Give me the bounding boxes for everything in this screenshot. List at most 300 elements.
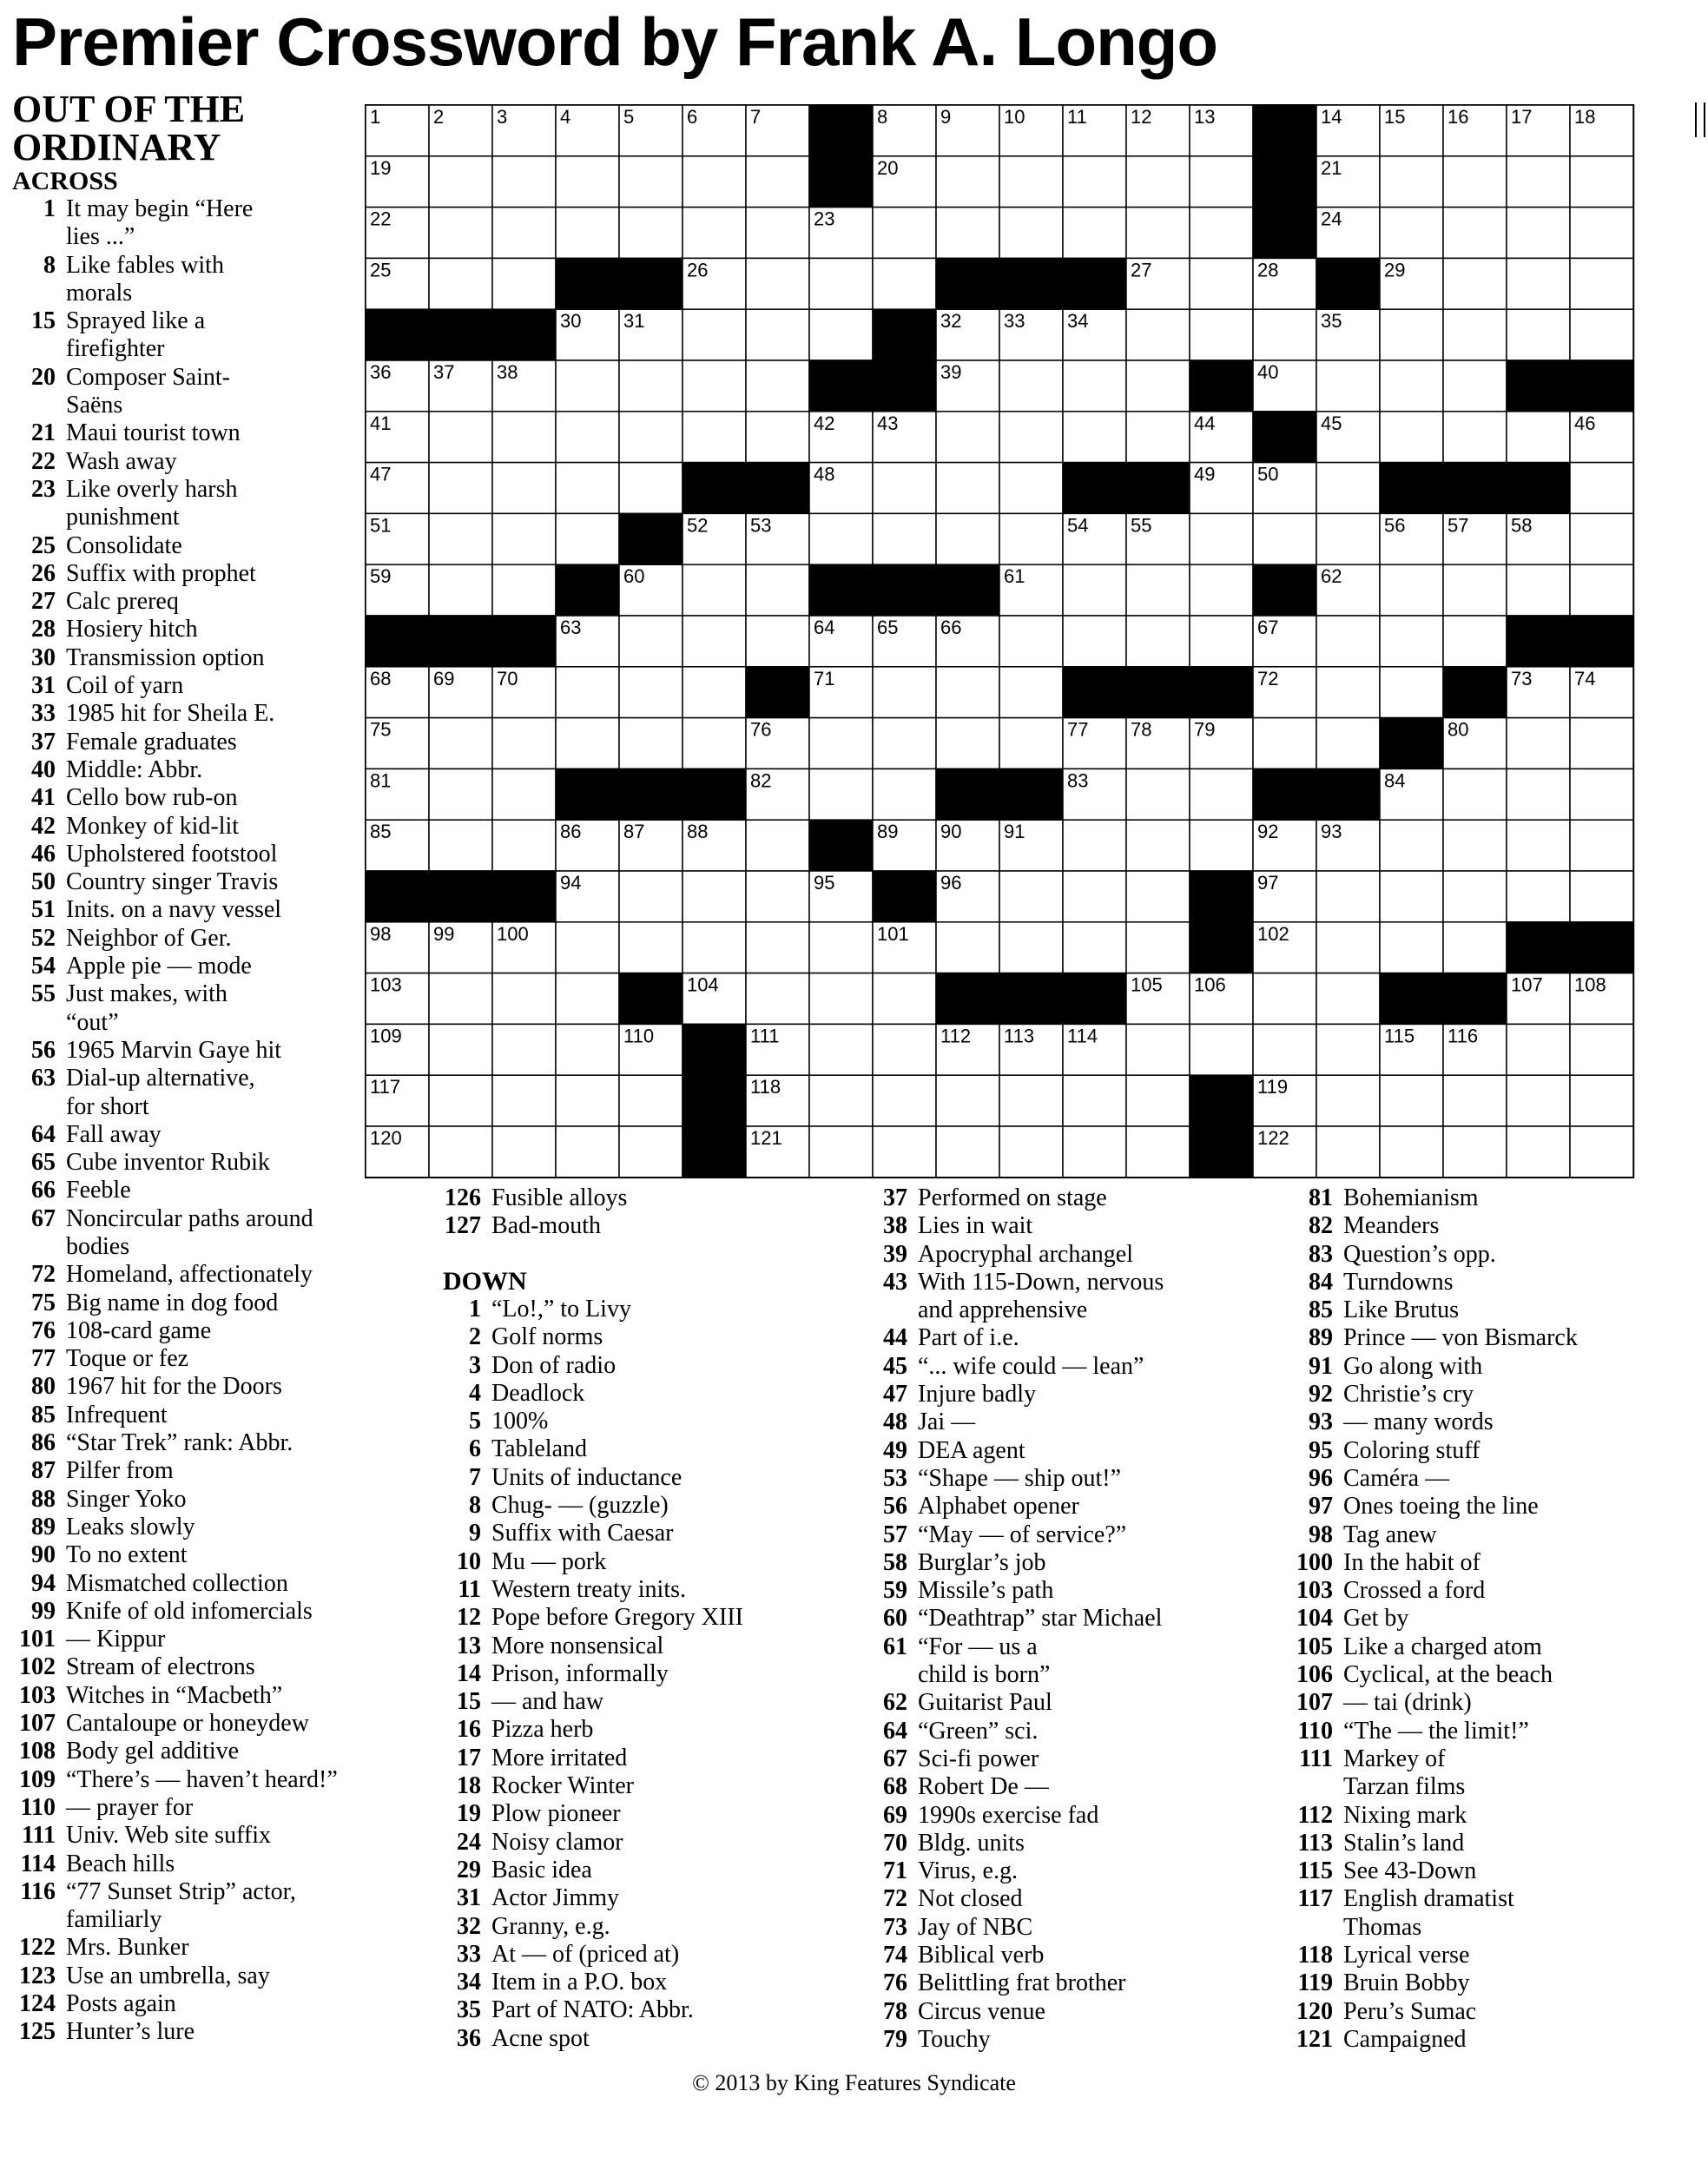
down-clue-number: 9: [469, 1520, 481, 1547]
grid-cell[interactable]: [619, 616, 683, 667]
grid-cell[interactable]: [1380, 564, 1443, 616]
grid-cell[interactable]: [1316, 973, 1380, 1025]
grid-cell[interactable]: [492, 769, 556, 820]
across-clue-text: familiarly: [66, 1906, 162, 1934]
grid-cell[interactable]: [1570, 769, 1633, 820]
grid-cell[interactable]: [999, 1126, 1063, 1178]
grid-cell[interactable]: [999, 718, 1063, 769]
grid-cell[interactable]: [683, 718, 746, 769]
grid-cell[interactable]: [1190, 309, 1253, 360]
across-clue: [12, 1682, 429, 1710]
grid-cell[interactable]: [1507, 156, 1570, 208]
across-clue: [12, 1766, 429, 1794]
grid-cell[interactable]: [936, 718, 999, 769]
grid-cell-number: 88: [687, 821, 709, 843]
grid-cell[interactable]: [809, 513, 873, 564]
grid-cell[interactable]: [1126, 309, 1190, 360]
grid-cell[interactable]: [1253, 513, 1316, 564]
down-clue: [1289, 2026, 1706, 2054]
grid-cell[interactable]: [429, 156, 492, 208]
grid-cell[interactable]: [429, 1024, 492, 1075]
grid-cell[interactable]: [1443, 412, 1507, 463]
grid-cell[interactable]: [999, 1075, 1063, 1126]
grid-block: [556, 564, 619, 616]
down-clue-number: 3: [469, 1351, 481, 1379]
grid-cell-number: 13: [1194, 106, 1216, 128]
grid-cell[interactable]: [746, 973, 809, 1025]
grid-cell[interactable]: [1190, 769, 1253, 820]
grid-cell[interactable]: [1126, 820, 1190, 871]
grid-cell[interactable]: [1253, 973, 1316, 1025]
down-clue: [864, 2026, 1281, 2054]
down-clue-text: DEA agent: [918, 1436, 1025, 1464]
grid-cell[interactable]: [1316, 667, 1380, 718]
grid-cell-number: 27: [1131, 259, 1152, 281]
grid-cell[interactable]: [1380, 156, 1443, 208]
grid-cell[interactable]: [619, 463, 683, 514]
grid-cell[interactable]: [1063, 156, 1126, 208]
grid-cell-number: 23: [814, 208, 835, 230]
grid-cell-number: 105: [1131, 973, 1163, 996]
grid-cell[interactable]: [1380, 667, 1443, 718]
grid-cell[interactable]: [1380, 360, 1443, 412]
grid-cell[interactable]: [746, 258, 809, 309]
grid-cell[interactable]: [1570, 309, 1633, 360]
grid-cell[interactable]: [556, 463, 619, 514]
grid-cell[interactable]: [556, 922, 619, 973]
grid-cell[interactable]: [873, 258, 936, 309]
grid-cell-number: 2: [433, 106, 445, 128]
grid-cell[interactable]: [1507, 1024, 1570, 1075]
grid-cell[interactable]: [1570, 820, 1633, 871]
down-clue: [438, 1745, 854, 1772]
across-clue: [12, 756, 429, 784]
down-clue: [864, 1353, 1281, 1381]
grid-cell[interactable]: [429, 412, 492, 463]
grid-cell[interactable]: [429, 513, 492, 564]
down-clue-number: 72: [883, 1885, 907, 1913]
grid-cell[interactable]: [683, 412, 746, 463]
grid-cell[interactable]: [936, 1126, 999, 1178]
grid-cell[interactable]: [556, 513, 619, 564]
grid-cell[interactable]: [1126, 156, 1190, 208]
grid-cell[interactable]: [1507, 564, 1570, 616]
grid-cell[interactable]: [492, 1024, 556, 1075]
across-clue: [12, 1738, 429, 1765]
grid-cell[interactable]: [1443, 258, 1507, 309]
down-clue: [1289, 1521, 1706, 1549]
grid-cell[interactable]: [1443, 871, 1507, 922]
grid-cell[interactable]: [1190, 1024, 1253, 1075]
grid-cell[interactable]: [1190, 564, 1253, 616]
grid-cell[interactable]: [1126, 616, 1190, 667]
grid-cell[interactable]: [1190, 513, 1253, 564]
down-clue-number: 49: [883, 1436, 907, 1464]
down-clue-text: Chug- — (guzzle): [491, 1492, 669, 1520]
grid-cell[interactable]: [429, 564, 492, 616]
down-clue-text: Bohemianism: [1343, 1184, 1479, 1211]
grid-cell[interactable]: [999, 360, 1063, 412]
grid-cell[interactable]: [619, 1075, 683, 1126]
grid-cell[interactable]: [1443, 922, 1507, 973]
grid-cell[interactable]: [492, 156, 556, 208]
down-clue-text: Suffix with Caesar: [491, 1520, 674, 1547]
grid-cell[interactable]: [809, 258, 873, 309]
grid-cell[interactable]: [429, 208, 492, 259]
across-clue-text: Hosiery hitch: [66, 616, 198, 643]
grid-cell[interactable]: [683, 922, 746, 973]
grid-cell[interactable]: [556, 412, 619, 463]
grid-cell[interactable]: [1190, 208, 1253, 259]
grid-cell[interactable]: [1126, 208, 1190, 259]
crossword-grid[interactable]: [365, 104, 1698, 1181]
grid-cell[interactable]: [683, 208, 746, 259]
down-clue: [438, 1996, 854, 2024]
grid-cell[interactable]: [1443, 208, 1507, 259]
grid-cell[interactable]: [556, 1126, 619, 1178]
grid-cell[interactable]: [936, 1075, 999, 1126]
grid-cell[interactable]: [1570, 871, 1633, 922]
grid-cell[interactable]: [1570, 208, 1633, 259]
down-clue-number: 48: [883, 1408, 907, 1436]
grid-cell[interactable]: [746, 564, 809, 616]
grid-cell[interactable]: [1507, 871, 1570, 922]
grid-cell[interactable]: [746, 412, 809, 463]
grid-cell[interactable]: [1570, 564, 1633, 616]
down-clue-number: 33: [457, 1940, 481, 1968]
grid-cell[interactable]: [1380, 412, 1443, 463]
grid-cell[interactable]: [1380, 1075, 1443, 1126]
grid-cell[interactable]: [1253, 1024, 1316, 1075]
grid-cell[interactable]: [1443, 820, 1507, 871]
grid-cell[interactable]: [936, 208, 999, 259]
grid-cell[interactable]: [619, 1126, 683, 1178]
grid-cell[interactable]: [746, 156, 809, 208]
grid-cell[interactable]: [1316, 871, 1380, 922]
grid-block: [936, 564, 999, 616]
grid-cell[interactable]: [1316, 463, 1380, 514]
grid-cell[interactable]: [1063, 564, 1126, 616]
grid-cell[interactable]: [1063, 820, 1126, 871]
grid-cell[interactable]: [1570, 258, 1633, 309]
grid-cell[interactable]: [1316, 1024, 1380, 1075]
grid-cell[interactable]: [683, 309, 746, 360]
grid-block: [556, 769, 619, 820]
grid-cell[interactable]: [1126, 412, 1190, 463]
grid-cell[interactable]: [999, 463, 1063, 514]
grid-cell[interactable]: [809, 769, 873, 820]
grid-cell[interactable]: [1316, 360, 1380, 412]
across-clue-number: 87: [31, 1457, 56, 1485]
grid-cell-number: 79: [1194, 718, 1216, 741]
grid-block: [429, 616, 492, 667]
grid-cell[interactable]: [1126, 1126, 1190, 1178]
grid-cell[interactable]: [1380, 208, 1443, 259]
grid-cell[interactable]: [683, 156, 746, 208]
grid-cell[interactable]: [492, 718, 556, 769]
grid-cell[interactable]: [999, 922, 1063, 973]
grid-cell[interactable]: [1126, 871, 1190, 922]
grid-cell[interactable]: [873, 1024, 936, 1075]
down-clue: [1289, 1745, 1706, 1773]
grid-cell[interactable]: [999, 513, 1063, 564]
grid-cell[interactable]: [1570, 1126, 1633, 1178]
grid-cell[interactable]: [556, 1075, 619, 1126]
grid-cell[interactable]: [1443, 360, 1507, 412]
down-clue: [438, 1576, 854, 1604]
grid-cell[interactable]: [809, 309, 873, 360]
across-clue-number: 22: [31, 447, 56, 475]
grid-cell[interactable]: [746, 309, 809, 360]
down-clue-number: 18: [457, 1772, 481, 1800]
grid-cell[interactable]: [746, 208, 809, 259]
grid-cell[interactable]: [556, 667, 619, 718]
across-clue-text: Country singer Travis: [66, 868, 279, 896]
grid-block: [746, 667, 809, 718]
grid-cell[interactable]: [1316, 922, 1380, 973]
grid-cell[interactable]: [683, 616, 746, 667]
grid-cell[interactable]: [429, 820, 492, 871]
grid-cell-number: 29: [1384, 259, 1406, 281]
grid-cell[interactable]: [1443, 1075, 1507, 1126]
grid-cell[interactable]: [556, 718, 619, 769]
grid-cell[interactable]: [619, 412, 683, 463]
across-clue-text: Cube inventor Rubik: [66, 1149, 270, 1177]
grid-cell[interactable]: [873, 208, 936, 259]
grid-cell-number: 115: [1384, 1025, 1415, 1047]
grid-cell[interactable]: [873, 513, 936, 564]
grid-cell[interactable]: [809, 718, 873, 769]
grid-cell[interactable]: [999, 208, 1063, 259]
grid-cell[interactable]: [556, 156, 619, 208]
across-clue: [12, 1261, 429, 1289]
grid-cell[interactable]: [809, 1075, 873, 1126]
grid-cell-number: 67: [1257, 617, 1279, 638]
grid-cell[interactable]: [429, 718, 492, 769]
grid-cell[interactable]: [1063, 922, 1126, 973]
grid-cell[interactable]: [936, 156, 999, 208]
down-clue: [1289, 1437, 1706, 1465]
grid-cell[interactable]: [1380, 922, 1443, 973]
grid-cell[interactable]: [1063, 1126, 1126, 1178]
grid-cell[interactable]: [683, 667, 746, 718]
grid-cell-number: 92: [1257, 821, 1279, 843]
grid-cell[interactable]: [1570, 718, 1633, 769]
grid-cell[interactable]: [746, 820, 809, 871]
grid-cell[interactable]: [1570, 1075, 1633, 1126]
grid-cell[interactable]: [1126, 1024, 1190, 1075]
grid-block: [1063, 463, 1126, 514]
grid-cell[interactable]: [492, 463, 556, 514]
grid-cell[interactable]: [1063, 616, 1126, 667]
grid-cell[interactable]: [1443, 769, 1507, 820]
grid-cell[interactable]: [492, 973, 556, 1025]
grid-cell[interactable]: [1126, 360, 1190, 412]
grid-cell[interactable]: [1316, 1075, 1380, 1126]
grid-cell[interactable]: [429, 973, 492, 1025]
grid-cell[interactable]: [1316, 616, 1380, 667]
down-clue-text: Acne spot: [491, 2024, 590, 2052]
grid-cell[interactable]: [1126, 1075, 1190, 1126]
grid-cell[interactable]: [1380, 1126, 1443, 1178]
across-clue-number: 21: [31, 419, 56, 447]
grid-cell[interactable]: [619, 667, 683, 718]
grid-cell[interactable]: [1063, 360, 1126, 412]
grid-cell[interactable]: [873, 718, 936, 769]
across-clue: [12, 1317, 429, 1345]
grid-block: [1253, 208, 1316, 259]
grid-cell[interactable]: [1380, 309, 1443, 360]
grid-cell[interactable]: [1570, 513, 1633, 564]
grid-cell[interactable]: [619, 360, 683, 412]
grid-cell[interactable]: [1570, 1024, 1633, 1075]
grid-cell[interactable]: [492, 1075, 556, 1126]
grid-cell[interactable]: [556, 1024, 619, 1075]
grid-cell-number: 52: [687, 514, 709, 537]
grid-cell[interactable]: [1190, 258, 1253, 309]
grid-cell[interactable]: [556, 973, 619, 1025]
down-clue: [438, 1772, 854, 1800]
grid-cell[interactable]: [873, 1126, 936, 1178]
grid-cell[interactable]: [1507, 820, 1570, 871]
grid-cell[interactable]: [492, 564, 556, 616]
grid-cell[interactable]: [492, 412, 556, 463]
down-clue: [1289, 1969, 1706, 1997]
grid-cell[interactable]: [1063, 871, 1126, 922]
across-clue: [12, 195, 429, 223]
grid-cell[interactable]: [429, 769, 492, 820]
grid-cell[interactable]: [429, 1126, 492, 1178]
grid-cell[interactable]: [873, 1075, 936, 1126]
grid-cell[interactable]: [746, 360, 809, 412]
grid-cell[interactable]: [619, 922, 683, 973]
grid-cell[interactable]: [1507, 309, 1570, 360]
grid-cell[interactable]: [873, 769, 936, 820]
grid-cell-number: 15: [1384, 106, 1406, 128]
grid-cell[interactable]: [999, 871, 1063, 922]
grid-cell[interactable]: [1380, 871, 1443, 922]
grid-cell[interactable]: [492, 208, 556, 259]
grid-cell[interactable]: [492, 820, 556, 871]
grid-cell[interactable]: [619, 156, 683, 208]
grid-cell[interactable]: [1126, 769, 1190, 820]
grid-cell[interactable]: [999, 667, 1063, 718]
grid-cell[interactable]: [1443, 564, 1507, 616]
grid-cell[interactable]: [1316, 718, 1380, 769]
grid-cell[interactable]: [1063, 1075, 1126, 1126]
grid-cell[interactable]: [1507, 1075, 1570, 1126]
grid-cell[interactable]: [1507, 412, 1570, 463]
grid-cell[interactable]: [1507, 258, 1570, 309]
across-clue: [12, 1093, 429, 1121]
grid-cell[interactable]: [1443, 156, 1507, 208]
grid-cell[interactable]: [999, 616, 1063, 667]
across-clue-number: 51: [31, 896, 56, 924]
grid-cell[interactable]: [619, 718, 683, 769]
grid-cell[interactable]: [1507, 718, 1570, 769]
grid-cell[interactable]: [1507, 208, 1570, 259]
grid-cell[interactable]: [1190, 156, 1253, 208]
grid-cell[interactable]: [429, 463, 492, 514]
across-clue-text: Singer Yoko: [66, 1485, 187, 1513]
grid-cell[interactable]: [809, 1024, 873, 1075]
grid-cell[interactable]: [1190, 820, 1253, 871]
grid-cell[interactable]: [999, 156, 1063, 208]
grid-cell[interactable]: [809, 1126, 873, 1178]
grid-cell[interactable]: [492, 1126, 556, 1178]
grid-cell[interactable]: [1380, 616, 1443, 667]
grid-cell[interactable]: [1443, 616, 1507, 667]
grid-cell[interactable]: [683, 564, 746, 616]
grid-cell[interactable]: [1570, 156, 1633, 208]
grid-cell[interactable]: [556, 360, 619, 412]
grid-cell[interactable]: [936, 667, 999, 718]
grid-cell[interactable]: [1253, 718, 1316, 769]
grid-cell[interactable]: [873, 463, 936, 514]
grid-cell[interactable]: [999, 412, 1063, 463]
across-clue: [12, 729, 429, 756]
grid-cell[interactable]: [1316, 1126, 1380, 1178]
across-clue-number: 108: [19, 1738, 56, 1765]
grid-cell[interactable]: [936, 463, 999, 514]
grid-cell[interactable]: [746, 871, 809, 922]
grid-cell[interactable]: [619, 208, 683, 259]
grid-cell[interactable]: [1063, 208, 1126, 259]
down-clue-number: 13: [457, 1632, 481, 1659]
grid-cell[interactable]: [1443, 309, 1507, 360]
grid-cell[interactable]: [746, 616, 809, 667]
grid-cell[interactable]: [683, 871, 746, 922]
grid-cell[interactable]: [809, 922, 873, 973]
grid-cell[interactable]: [1443, 1126, 1507, 1178]
grid-cell[interactable]: [619, 871, 683, 922]
grid-cell[interactable]: [1253, 309, 1316, 360]
grid-cell[interactable]: [1190, 616, 1253, 667]
grid-cell-number: 59: [370, 565, 392, 588]
grid-cell[interactable]: [429, 1075, 492, 1126]
grid-cell[interactable]: [492, 513, 556, 564]
grid-cell[interactable]: [1507, 769, 1570, 820]
grid-cell-number: 22: [370, 208, 392, 230]
grid-cell[interactable]: [1063, 412, 1126, 463]
grid-cell[interactable]: [1507, 1126, 1570, 1178]
grid-cell[interactable]: [492, 258, 556, 309]
grid-cell[interactable]: [683, 360, 746, 412]
grid-cell[interactable]: [1316, 513, 1380, 564]
grid-cell[interactable]: [746, 922, 809, 973]
grid-cell[interactable]: [1126, 922, 1190, 973]
down-clue: [1289, 1773, 1706, 1801]
down-clue-text: Jay of NBC: [918, 1913, 1033, 1941]
down-clue: [1289, 1914, 1706, 1942]
down-clue-text: Noisy clamor: [491, 1828, 623, 1856]
across-clue: [12, 813, 429, 841]
down-clue-number: 91: [1309, 1352, 1333, 1380]
grid-cell[interactable]: [873, 667, 936, 718]
grid-cell[interactable]: [556, 208, 619, 259]
grid-cell[interactable]: [809, 973, 873, 1025]
down-clue-text: “The — the limit!”: [1343, 1717, 1529, 1745]
grid-cell[interactable]: [1570, 463, 1633, 514]
grid-block: [936, 973, 999, 1025]
grid-cell[interactable]: [1126, 564, 1190, 616]
grid-cell[interactable]: [429, 258, 492, 309]
grid-cell[interactable]: [936, 922, 999, 973]
grid-cell[interactable]: [936, 412, 999, 463]
grid-cell[interactable]: [936, 513, 999, 564]
grid-cell[interactable]: [873, 973, 936, 1025]
grid-cell[interactable]: [1380, 820, 1443, 871]
